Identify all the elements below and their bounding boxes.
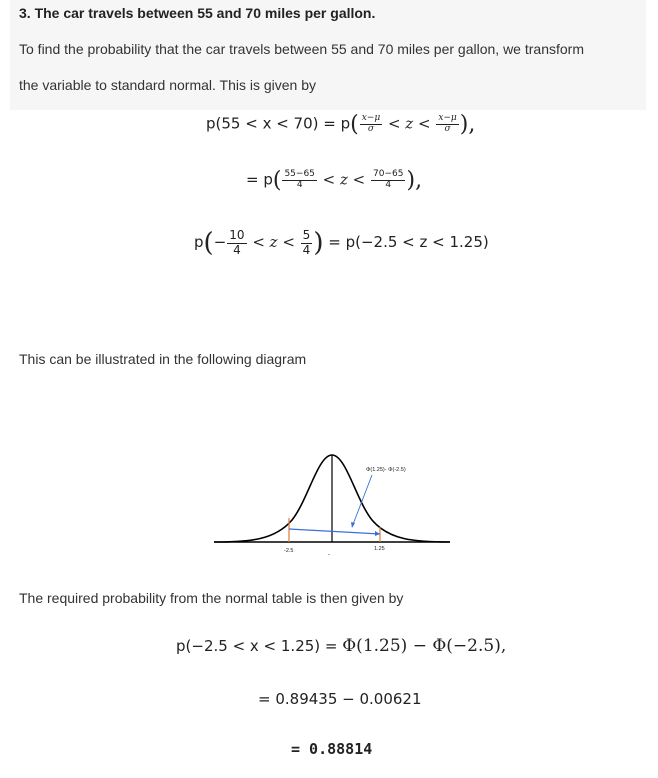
center-tick-mark: -: [328, 552, 330, 558]
equation-6-result: = 0.88814: [291, 740, 373, 758]
required-text: The required probability from the normal table is then given by: [19, 590, 404, 606]
eq1-tail: ),: [459, 112, 476, 137]
equation-3: [194, 228, 489, 258]
eq2-mid: < z <: [317, 170, 371, 189]
eq2-f2-den: 4: [385, 180, 392, 190]
eq2-fraction-2: [371, 170, 405, 191]
eq1-fraction-2: [436, 114, 458, 135]
eq2-open-paren: (: [272, 168, 282, 193]
eq1-f1-num: x−μ: [361, 113, 381, 124]
illustrate-text: This can be illustrated in the following diagram: [19, 351, 307, 367]
eq2-fraction-1: [282, 170, 316, 191]
eq2-f1-num: 55−65: [284, 169, 315, 180]
right-tick-label: 1.25: [374, 546, 385, 552]
eq1-f2-num: x−μ: [438, 113, 457, 124]
eq1-lhs: p(55 < x < 70) = p: [206, 114, 351, 133]
equation-1: [206, 112, 475, 137]
eq1-mid: < z <: [383, 114, 436, 133]
eq3-f2-num: 5: [302, 228, 311, 243]
section-heading: 3. The car travels between 55 and 70 miles per gallon.: [19, 5, 376, 21]
equation-4: [176, 636, 506, 656]
eq1-open-paren: (: [350, 112, 359, 137]
eq3-f1-den: 4: [233, 242, 241, 257]
eq1-fraction-1: [360, 114, 382, 135]
eq3-close-paren: ): [313, 228, 324, 258]
eq2-lead: = p: [246, 170, 273, 189]
eq4-lhs: p(−2.5 < x < 1.25) =: [176, 637, 343, 655]
annotation-pointer-head: [351, 522, 355, 528]
left-tick-label: -2.5: [284, 548, 294, 554]
eq3-f2-den: 4: [302, 242, 311, 257]
eq3-lead: p: [194, 233, 204, 251]
intro-line-2: the variable to standard normal. This is given by: [19, 77, 317, 93]
normal-curve-diagram: [210, 450, 455, 560]
eq3-f1-num: 10: [229, 228, 245, 243]
eq3-mid: < z <: [247, 233, 300, 251]
equation-5: = 0.89435 − 0.00621: [258, 690, 422, 708]
interval-arrow: [289, 529, 380, 534]
eq1-f1-den: σ: [367, 124, 375, 134]
eq3-rhs: = p(−2.5 < z < 1.25): [328, 233, 489, 251]
intro-line-1: To find the probability that the car travels between 55 and 70 miles per gallon, we transform: [19, 41, 584, 57]
eq2-tail: ),: [406, 168, 423, 193]
equation-2: [246, 168, 422, 193]
eq2-f1-den: 4: [296, 180, 303, 190]
annotation-label: Φ(1.25)- Φ(-2.5): [366, 467, 406, 473]
annotation-pointer: [352, 475, 372, 527]
eq3-minus: −: [213, 233, 227, 251]
eq4-rhs: Φ(1.25) − Φ(−2.5),: [342, 636, 507, 656]
eq1-f2-den: σ: [444, 124, 451, 134]
eq3-open-paren: (: [203, 228, 214, 258]
eq3-fraction-2: [301, 229, 313, 256]
eq2-f2-num: 70−65: [373, 169, 404, 180]
eq3-fraction-1: [227, 229, 246, 256]
